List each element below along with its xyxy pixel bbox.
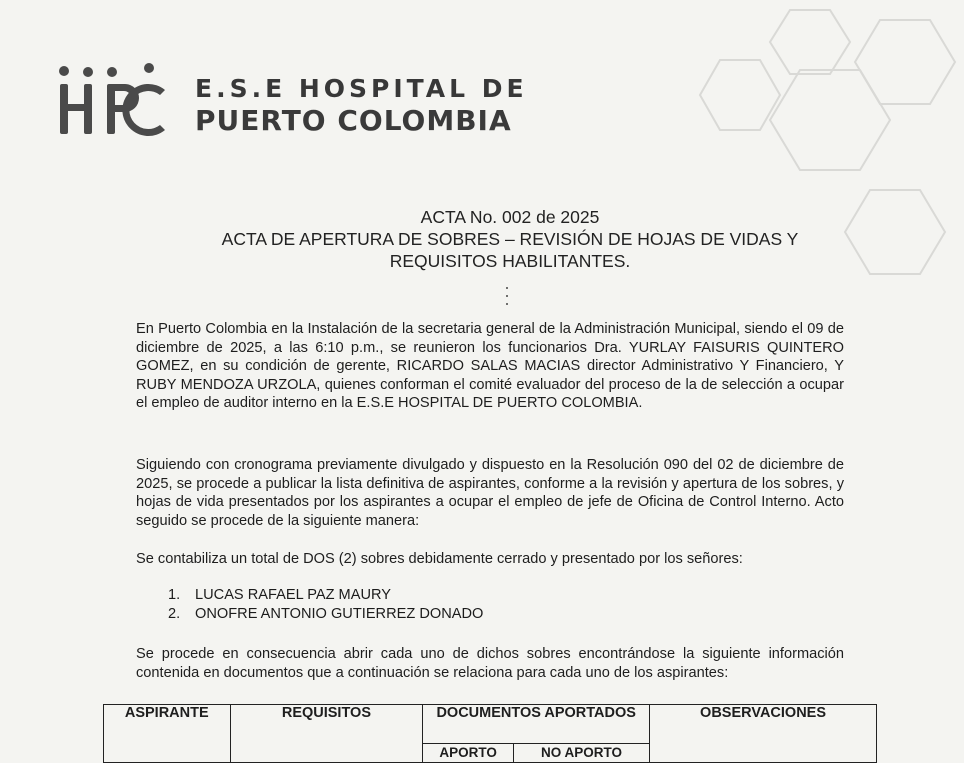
list-item: 1. LUCAS RAFAEL PAZ MAURY [168,587,391,603]
header-aspirante: ASPIRANTE [104,705,231,763]
hospital-name-line2: PUERTO COLOMBIA [195,104,512,137]
header-documentos-aportados: DOCUMENTOS APORTADOS [423,705,650,744]
header-requisitos: REQUISITOS [230,705,423,763]
paragraph-schedule: Siguiendo con cronograma previamente divulgado y dispuesto en la Resolución 090 del 02 de diciembre de 2025, se procede a publicar la lista definitiva de aspirantes, conforme a la revisión y apertura de los sobres, y hojas de vida presentados por los aspirantes a ocupar el empleo de jefe de Oficina de Control Interno. Acto seguido se procede de la siguiente manera: [136,457,844,529]
hospital-logo [55,62,575,142]
title-line-1: ACTA No. 002 de 2025 [420,207,600,227]
hospital-name-line1: E.S.E HOSPITAL DE [195,74,528,103]
documents-table [103,704,877,763]
subheader-aporto: APORTO [423,744,514,763]
separator-dots [506,287,509,307]
paragraph-meeting: En Puerto Colombia en la Instalación de la secretaria general de la Administración Municipal, siendo el 09 de diciembre de 2025, a las 6:10 p.m., se reunieron los funcionarios Dra. YURLAY FAISURIS QUINTERO GOMEZ, en su condición de gerente, RICARDO SALAS MACIAS director Administrativo Y Financiero, Y RUBY MENDOZA URZOLA, quienes conforman el comité evaluador del proceso de la de selección a ocupar el empleo de auditor interno en la E.S.E HOSPITAL DE PUERTO COLOMBIA. [136,321,844,412]
hpc-logo-icon [55,62,167,140]
subheader-no-aporto: NO APORTO [513,744,649,763]
paragraph-documents-intro: Se procede en consecuencia abrir cada uno de dichos sobres encontrándose la siguiente información contenida en documentos que a continuación se relaciona para cada uno de los aspirantes: [136,646,844,681]
paragraph-envelope-count: Se contabiliza un total de DOS (2) sobres debidamente cerrado y presentado por los señores: [136,551,743,567]
title-line-3: REQUISITOS HABILITANTES. [389,251,631,271]
aspirant-list [168,586,483,624]
list-item: 2. ONOFRE ANTONIO GUTIERREZ DONADO [168,606,484,622]
title-line-2: ACTA DE APERTURA DE SOBRES – REVISIÓN DE HOJAS DE VIDAS Y [221,229,799,249]
document-title [120,206,900,272]
header-observaciones: OBSERVACIONES [650,705,877,763]
